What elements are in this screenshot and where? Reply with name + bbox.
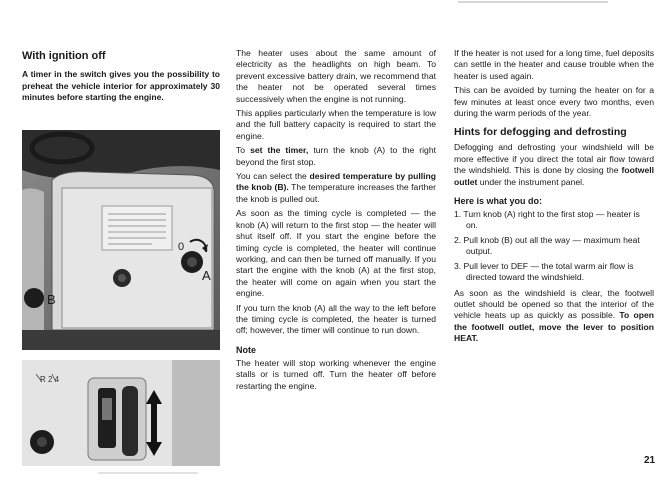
list-item: 2. Pull knob (B) out all the way — maximum heat output. bbox=[454, 234, 640, 257]
heater-control-illustration bbox=[22, 130, 220, 350]
heater-control-photo bbox=[22, 130, 220, 350]
paragraph: If the heater is not used for a long time, fuel deposits can settle in the heater and cause trouble when the heater is used again. bbox=[454, 48, 654, 81]
paragraph: As soon as the timing cycle is completed — the knob (A) will return to the first stop — the heater will shut itself off. If you start the engine before the timing cycle is completed, the heater will continue working, and can then be turned off manually. If you start the engine with the knob (A) at the first stop, the heater will come on again when you start the engine. bbox=[236, 208, 436, 299]
scale-marking: R 2 4 bbox=[40, 375, 60, 384]
zero-marker-label: 0 bbox=[178, 241, 185, 253]
paragraph: Defogging and defrosting your windshield will be more effective if you direct the total air flow toward the windshield. This is done by closing the footwell outlet under the instrument panel. bbox=[454, 142, 654, 187]
column-middle bbox=[236, 48, 436, 395]
list-item: 1. Turn knob (A) right to the first stop — heater is on. bbox=[454, 209, 640, 231]
section-heading: With ignition off bbox=[22, 50, 106, 62]
defog-heading: Hints for defogging and defrosting bbox=[454, 126, 627, 139]
paragraph: If you turn the knob (A) all the way to the left before the timing cycle is completed, the heater is turned off; however, the timer will continue to run down. bbox=[236, 302, 436, 336]
knob-b-label: B bbox=[47, 292, 56, 307]
paragraph: You can select the desired temperature by pulling the knob (B). The temperature increases the farther the knob is pulled out. bbox=[236, 171, 436, 204]
note-heading: Note bbox=[236, 344, 256, 355]
paragraph: The heater uses about the same amount of electricity as the headlights on high beam. To prevent excessive battery drain, we recommend that the heater not be operated several times successively when the engine is not running. bbox=[236, 48, 436, 104]
lead-paragraph: A timer in the switch gives you the possibility to preheat the vehicle interior for approximately 30 minutes before starting the engine. bbox=[22, 69, 220, 102]
paragraph: This can be avoided by turning the heater on for a few minutes at least once every two months, even during the warm periods of the year. bbox=[454, 85, 654, 119]
paragraph: As soon as the windshield is clear, the footwell outlet should be opened so that the interior of the vehicle heats up as quickly as possible. To open the footwell outlet, move the lever to position HEAT. bbox=[454, 287, 654, 344]
column-right bbox=[454, 48, 654, 348]
heat-lever-photo bbox=[22, 360, 220, 466]
steps-heading: Here is what you do: bbox=[454, 196, 543, 207]
bottom-rule bbox=[98, 472, 198, 474]
paragraph: To set the timer, turn the knob (A) to the right beyond the first stop. bbox=[236, 145, 437, 167]
top-rule bbox=[458, 1, 608, 3]
list-item: 3. Pull lever to DEF — the total warm air flow is directed toward the windshield. bbox=[454, 260, 634, 283]
page-number: 21 bbox=[644, 455, 656, 466]
heat-lever-illustration bbox=[22, 360, 220, 466]
knob-a-label: A bbox=[202, 268, 211, 283]
note-paragraph: The heater will stop working whenever the engine stalls or is turned off. Turn the heater off before restarting the engine. bbox=[236, 357, 436, 391]
paragraph: This applies particularly when the temperature is low and the full battery capacity is required to start the engine. bbox=[236, 108, 436, 141]
steps-list bbox=[454, 209, 654, 283]
